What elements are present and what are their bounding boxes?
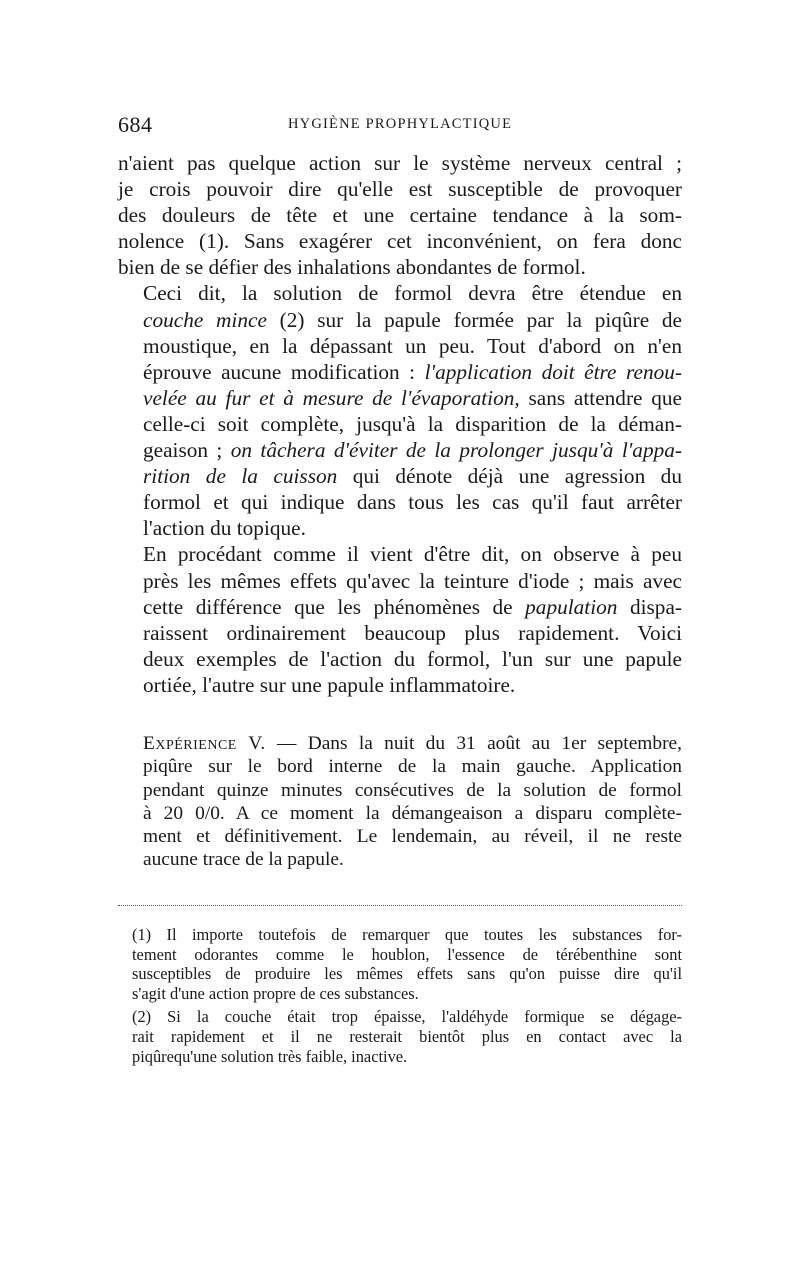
footnote-1 [118, 925, 682, 1003]
text-line: raissent ordinairement beaucoup plus rapidement. Voici [143, 620, 682, 645]
text-line [118, 463, 682, 489]
text-line: Ceci dit, la solution de formol devra être étendue en [143, 281, 682, 306]
italic-text: velée au fur et à mesure de l'évaporation, [143, 385, 520, 410]
italic-text: on tâchera d'éviter de la prolonger jusqu'à l'appa- [230, 438, 682, 463]
text-line: n'aient pas quelque action sur le système nerveux central ; [118, 151, 682, 175]
body-text [118, 150, 682, 698]
page-number: 684 [118, 112, 153, 137]
text-line [118, 732, 682, 755]
text-line: nolence (1). Sans exagérer cet inconvénient, on fera donc [118, 229, 682, 254]
text-line: à 20 0/0. A ce moment la démangeaison a disparu complète- [143, 802, 682, 824]
text-line: (2) Si la couche était trop épaisse, l'aldéhyde formique se dégage- [132, 1007, 682, 1027]
text-run: — Dans la nuit du 31 août au 1er septembre, [265, 733, 682, 754]
paragraph-3 [118, 541, 682, 698]
footnote-2 [118, 1007, 682, 1066]
text-line: ment et définitivement. Le lendemain, au réveil, il ne reste [143, 826, 682, 848]
text-line: bien de se défier des inhalations abondantes de formol. [118, 255, 586, 280]
footnote-divider [118, 905, 682, 906]
text-line: tement odorantes comme le houblon, l'essence de térébenthine sont [132, 944, 682, 964]
text-run: éprouve aucune modification : [143, 359, 425, 384]
text-line: près les mêmes effets qu'avec la teinture d'iode ; mais avec [143, 568, 682, 593]
text-line: rait rapidement et il ne resterait bientôt plus en contact avec la [132, 1026, 682, 1046]
experience-block [118, 732, 682, 872]
text-run: sans attendre que [519, 385, 682, 410]
running-title: HYGIÈNE PROPHYLACTIQUE [288, 116, 513, 132]
text-line: l'action du topique. [143, 516, 306, 541]
text-line [118, 359, 682, 385]
text-line: piqûre sur le bord interne de la main gauche. Application [143, 756, 682, 778]
text-line: piqûrequ'une solution très faible, inactive. [132, 1046, 408, 1066]
page-header [118, 112, 684, 142]
italic-text: couche mince [143, 307, 267, 332]
italic-text: l'application doit être renou- [424, 359, 682, 384]
text-line: deux exemples de l'action du formol, l'un sur une papule [143, 646, 682, 671]
text-line: aucune trace de la papule. [143, 849, 344, 871]
text-line [118, 437, 682, 463]
text-line: des douleurs de tête et une certaine tendance à la som- [118, 203, 682, 228]
text-line: celle-ci soit complète, jusqu'à la disparition de la déman- [143, 411, 682, 436]
italic-text: papulation [525, 594, 618, 619]
text-run: (2) sur la papule formée par la piqûre de [266, 307, 682, 332]
experience-paragraph [118, 732, 682, 872]
text-line: je crois pouvoir dire qu'elle est susceptible de provoquer [118, 177, 682, 202]
paragraph-1 [118, 150, 682, 280]
text-line: En procédant comme il vient d'être dit, on observe à peu [143, 542, 682, 567]
experience-label: Expérience V. [143, 733, 266, 754]
paragraph-2 [118, 280, 682, 541]
text-line [118, 385, 682, 411]
text-line: susceptibles de produire les mêmes effets sans qu'on puisse dire qu'il [132, 964, 682, 984]
text-line: formol et qui indique dans tous les cas qu'il faut arrêter [143, 490, 682, 515]
text-line: (1) Il importe toutefois de remarquer que toutes les substances for- [132, 925, 682, 944]
text-line: s'agit d'une action propre de ces substances. [132, 983, 419, 1003]
text-run: geaison ; [143, 438, 231, 463]
text-run: dispa- [617, 594, 682, 619]
text-line [118, 594, 682, 620]
text-line [118, 307, 682, 333]
text-line: moustique, en la dépassant un peu. Tout d'abord on n'en [143, 333, 682, 358]
italic-text: rition de la cuisson [143, 464, 338, 489]
text-run: cette différence que les phénomènes de [143, 594, 526, 619]
footnotes [118, 925, 682, 1066]
text-line: pendant quinze minutes consécutives de la solution de formol [143, 779, 682, 801]
text-run: qui dénote déjà une agression du [337, 464, 682, 489]
text-line: ortiée, l'autre sur une papule inflammatoire. [143, 672, 516, 697]
